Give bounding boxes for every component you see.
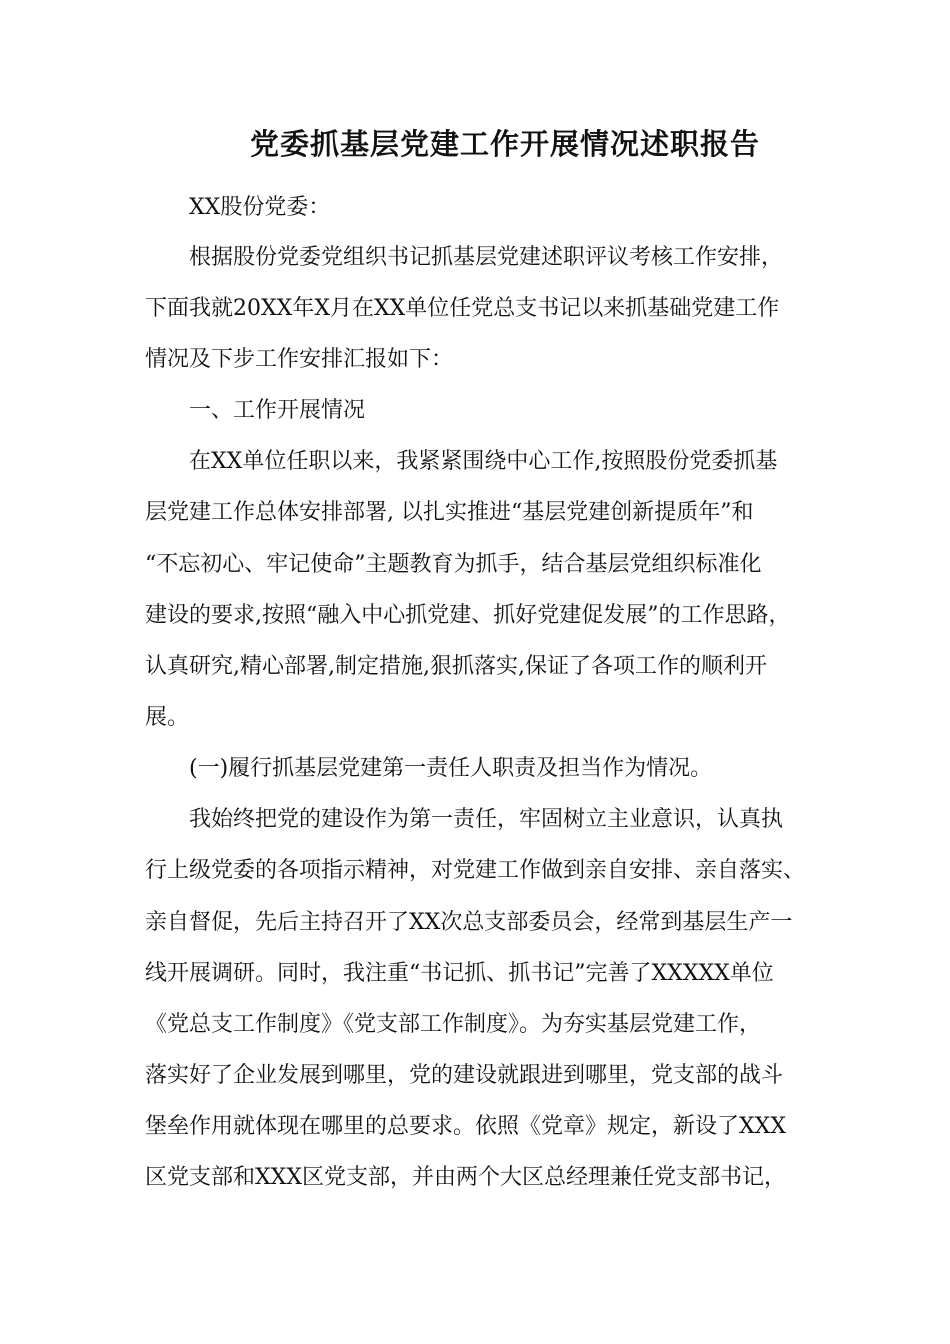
paragraph-line: 在XX单位任职以来，我紧紧围绕中心工作,按照股份党委抓基	[189, 449, 778, 474]
paragraph-line: 亲自督促，先后主持召开了XX次总支部委员会，经常到基层生产一	[145, 910, 793, 935]
document-title: 党委抓基层党建工作开展情况述职报告	[249, 127, 760, 161]
paragraph-line: 层党建工作总体安排部署, 以扎实推进“基层党建创新提质年”和	[145, 500, 754, 525]
section-heading: 一、工作开展情况	[189, 398, 366, 423]
paragraph-line: 线开展调研。同时，我注重“书记抓、抓书记”完善了XXXXX单位	[145, 961, 774, 986]
paragraph-line: 建设的要求,按照“融入中心抓党建、抓好党建促发展”的工作思路，	[145, 603, 791, 628]
paragraph-line: “不忘初心、牢记使命”主题教育为抓手，结合基层党组织标准化	[145, 552, 762, 577]
paragraph-line: 堡垒作用就体现在哪里的总要求。依照《党章》规定，新设了XXX	[145, 1114, 786, 1139]
paragraph-line: 根据股份党委党组织书记抓基层党建述职评议考核工作安排，	[189, 245, 784, 270]
paragraph-line: 行上级党委的各项指示精神，对党建工作做到亲自安排、亲自落实、	[145, 858, 806, 883]
paragraph-line: 展。	[145, 705, 190, 730]
salutation: XX股份党委：	[189, 195, 331, 220]
subsection-heading: (一)履行抓基层党建第一责任人职责及担当作为情况。	[189, 756, 713, 781]
paragraph-line: 落实好了企业发展到哪里，党的建设就跟进到哪里，党支部的战斗	[145, 1063, 784, 1088]
paragraph-line: 我始终把党的建设作为第一责任，牢固树立主业意识，认真执	[189, 807, 784, 832]
paragraph-line: 下面我就20XX年X月在XX单位任党总支书记以来抓基础党建工作	[145, 296, 780, 321]
paragraph-line: 区党支部和XXX区党支部，并由两个大区总经理兼任党支部书记，	[145, 1165, 786, 1190]
paragraph-line: 认真研究,精心部署,制定措施,狠抓落实,保证了各项工作的顺利开	[145, 654, 767, 679]
paragraph-line: 情况及下步工作安排汇报如下：	[145, 347, 454, 372]
paragraph-line: 《党总支工作制度》《党支部工作制度》。为夯实基层党建工作，	[145, 1012, 762, 1037]
